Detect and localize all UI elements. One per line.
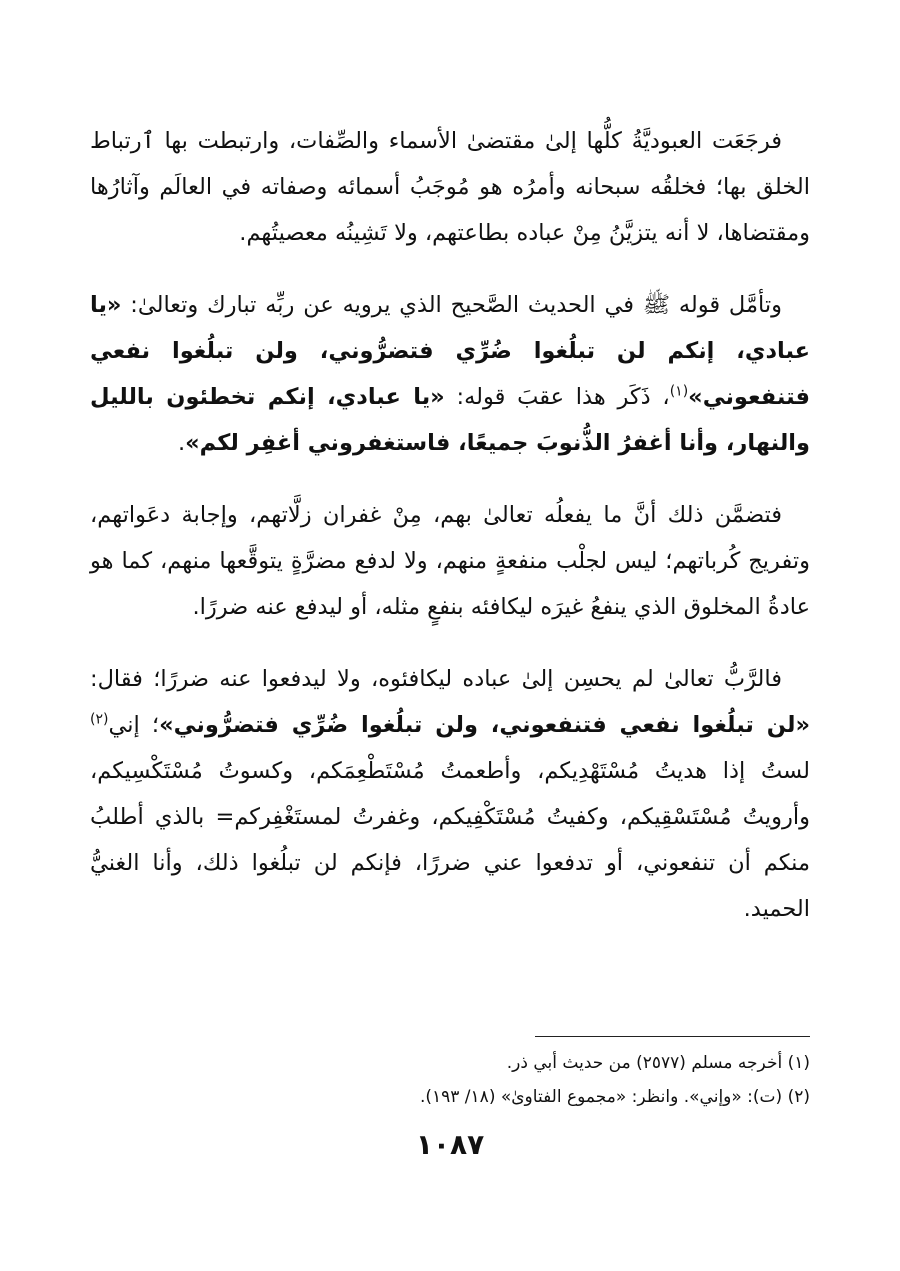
paragraph-text: ، ذَكَر هذا عقبَ قوله: xyxy=(444,384,670,410)
hadith-quote: «يا عبادي، إنكم لن تبلُغوا ضُرِّي فتضرُّوني، ولن تبلُغوا نفعي فتنفعوني» xyxy=(90,292,811,410)
footnote-2: (٢) (ت): «وإني». وانظر: «مجموع الفتاوىٰ» (١٨/ ١٩٣). xyxy=(419,1087,810,1107)
footnote-separator xyxy=(535,1036,810,1037)
footnote-1: (١) أخرجه مسلم (٢٥٧٧) من حديث أبي ذر. xyxy=(506,1053,810,1073)
paragraph-1 xyxy=(90,118,810,256)
paragraph-text: . xyxy=(177,430,186,456)
paragraph-text: لستُ إذا هديتُ مُسْتَهْدِيكم، وأطعمتُ مُسْتَطْعِمَكم، وكسوتُ مُسْتَكْسِيكم، وأرويتُ مُسْتَسْقِيكم، وكفيتُ مُسْتَكْفِيكم، وغفرتُ لمستَغْفِركم= بالذي أطلبُ منكم أن تنفعوني، أو تدفعوا عني ضررًا، فإنكم لن تبلُغوا ذلك، وأنا الغنيُّ الحميد. xyxy=(90,758,810,922)
paragraph-4 xyxy=(90,656,810,932)
paragraph-text: فتضمَّن ذلك أنَّ ما يفعلُه تعالىٰ بهم، مِنْ غفران زلَّاتهم، وإجابة دعَواتهم، وتفريج كُرباتهم؛ ليس لجلْب منفعةٍ منهم، ولا لدفع مضرَّةٍ يتوقَّعها منهم، كما هو عادةُ المخلوق الذي ينفعُ غيرَه ليكافئه بنفعٍ مثله، أو ليدفع عنه ضررًا. xyxy=(90,502,810,620)
hadith-quote: «لن تبلُغوا نفعي فتنفعوني، ولن تبلُغوا ضُرِّي فتضرُّوني» xyxy=(159,712,810,738)
main-text xyxy=(90,118,810,958)
footnote-ref-1[interactable]: (١) xyxy=(669,383,689,400)
paragraph-text: وتأمَّل قوله ﷺ في الحديث الصَّحيح الذي يرويه عن ربِّه تبارك وتعالىٰ: xyxy=(121,292,782,318)
footnotes xyxy=(90,1046,810,1114)
paragraph-text: فالرَّبُّ تعالىٰ لم يحسِن إلىٰ عباده ليكافئوه، ولا ليدفعوا عنه ضررًا؛ فقال: xyxy=(90,666,782,692)
paragraph-text: ؛ إني xyxy=(108,712,160,738)
paragraph-2 xyxy=(90,282,810,466)
paragraph-text: فرجَعَت العبوديَّةُ كلُّها إلىٰ مقتضىٰ الأسماء والصِّفات، وارتبطت بها ٱرتباط الخلق بها؛ فخلقُه سبحانه وأمرُه هو مُوجَبُ أسمائه وصفاته في العالَم وآثارُها ومقتضاها، لا أنه يتزيَّنُ مِنْ عباده بطاعتهم، ولا تَشِينُه معصيتُهم. xyxy=(90,128,810,246)
footnote-ref-2[interactable]: (٢) xyxy=(90,711,109,728)
hadith-quote: «يا عبادي، إنكم تخطئون بالليل والنهار، وأنا أغفرُ الذُّنوبَ جميعًا، فاستغفروني أغفِر لكم» xyxy=(90,384,810,456)
paragraph-3 xyxy=(90,492,810,630)
page-number: ١٠٨٧ xyxy=(415,1128,485,1161)
